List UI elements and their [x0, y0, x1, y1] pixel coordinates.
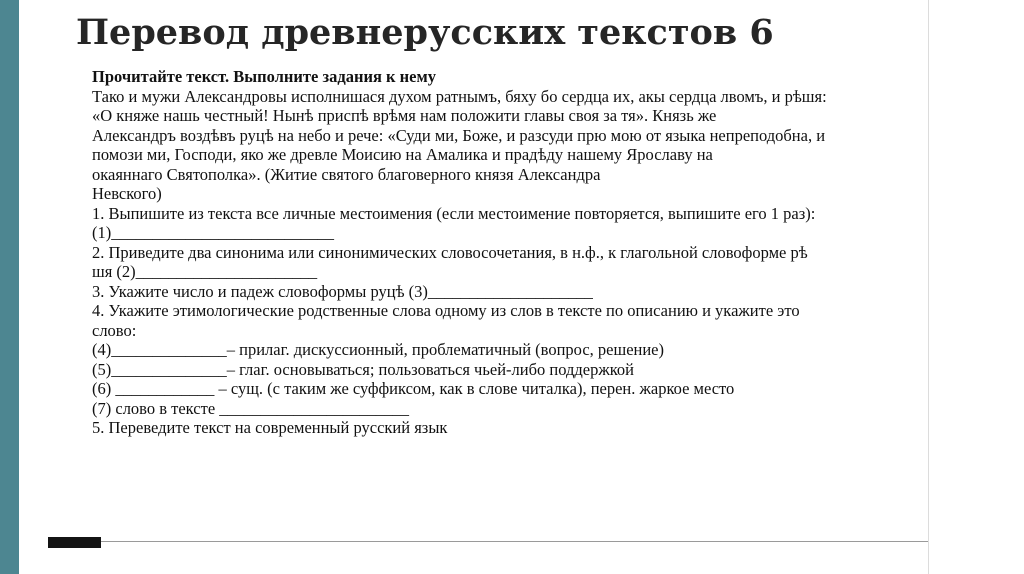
accent-bar [0, 0, 19, 574]
text-line: окаяннаго Святополка». (Житие святого благоверного князя Александра [92, 164, 601, 184]
answer-blank-2: шя (2)______________________ [92, 262, 318, 281]
answer-blank-7: (7) слово в тексте _______________________ [92, 398, 410, 418]
text-line: помози ми, Господи, яко же древле Моисию на Амалика и прадѣду нашему Ярославу на [92, 145, 713, 164]
text-line: Тако и мужи Александровы исполнишася духом ратнымъ, бяху бо сердца их, акы сердца лвомъ, и рѣшя: [92, 86, 827, 106]
task-heading: Прочитайте текст. Выполните задания к нему [92, 67, 436, 86]
text-line: «О княже нашь честный! Нынѣ приспѣ врѣмя нам положити главы своя за тя». Князь же [92, 106, 717, 125]
answer-blank-1: (1)___________________________ [92, 223, 334, 242]
question-5: 5. Переведите текст на современный русский язык [92, 418, 448, 437]
text-line: Александръ воздѣвъ руцѣ на небо и рече: «Суди ми, Боже, и разсуди прю мою от языка непреподобна, и [92, 125, 826, 145]
question-4-cont: слово: [92, 320, 137, 340]
task-text [92, 67, 922, 438]
answer-blank-6: (6) ____________ – сущ. (с таким же суффиксом, как в слове читалка), перен. жаркое место [92, 379, 735, 398]
answer-blank-5: (5)______________– глаг. основываться; пользоваться чьей-либо поддержкой [92, 359, 634, 379]
slide-title: Перевод древнерусских текстов 6 [76, 12, 774, 53]
bottom-rule [48, 541, 928, 542]
right-divider [928, 0, 929, 574]
question-2: 2. Приведите два синонима или синонимических словосочетания, в н.ф., к глагольной словоформе рѣ [92, 242, 808, 262]
question-3: 3. Укажите число и падеж словоформы руцѣ (3)____________________ [92, 281, 593, 301]
question-1: 1. Выпишите из текста все личные местоимения (если местоимение повторяется, выпишите его 1 раз): [92, 203, 816, 223]
answer-blank-4: (4)______________– прилаг. дискуссионный, проблематичный (вопрос, решение) [92, 340, 664, 359]
bottom-accent-block [48, 537, 101, 548]
text-line: Невского) [92, 184, 162, 203]
question-4: 4. Укажите этимологические родственные слова одному из слов в тексте по описанию и укажите это [92, 301, 800, 320]
